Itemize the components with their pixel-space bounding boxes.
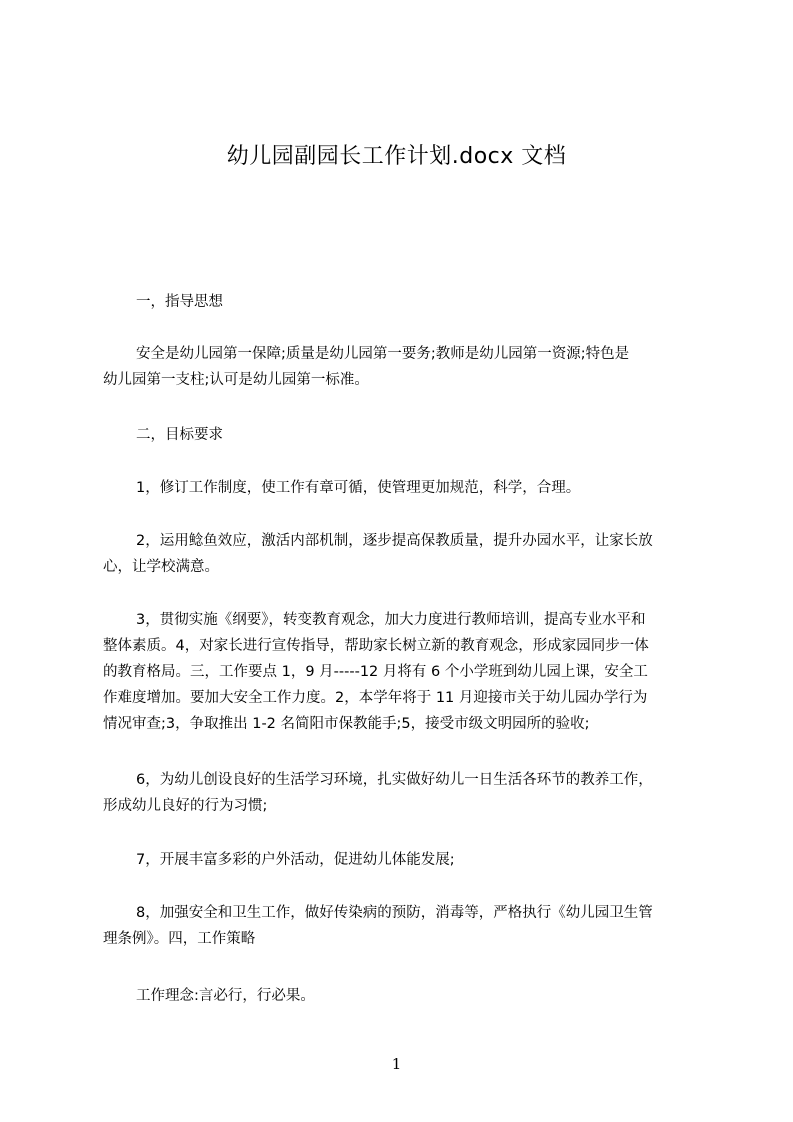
text-line: 形成幼儿良好的行为习惯; [103, 798, 268, 814]
text-line: 心，让学校满意。 [103, 559, 219, 575]
text-line: 二，目标要求 [136, 427, 223, 443]
text-line: 作难度增加。要加大安全工作力度。2，本学年将于 11 月迎接市关于幼儿园办学行为 [103, 690, 648, 706]
text-line: 一，指导思想 [136, 294, 223, 310]
text-line: 的教育格局。三，工作要点 1，9 月-----12 月将有 6 个小学班到幼儿园上课，安全工 [103, 664, 648, 680]
paragraph-goal-3 [103, 607, 707, 737]
text-line: 安全是幼儿园第一保障;质量是幼儿园第一要务;教师是幼儿园第一资源;特色是 [136, 346, 630, 362]
paragraph-goal-7 [103, 847, 707, 873]
document-title: 幼儿园副园长工作计划.docx 文档 [226, 144, 567, 169]
text-line: 1，修订工作制度，使工作有章可循，使管理更加规范，科学，合理。 [136, 480, 581, 496]
paragraph-goal-1 [103, 475, 707, 501]
text-line: 2，运用鲶鱼效应，激活内部机制，逐步提高保教质量，提升办园水平，让家长放 [136, 533, 653, 549]
section-heading-guiding-ideology [103, 289, 707, 315]
text-line: 8，加强安全和卫生工作，做好传染病的预防，消毒等，严格执行《幼儿园卫生管 [136, 905, 653, 921]
text-line: 3，贯彻实施《纲要》，转变教育观念，加大力度进行教师培训，提高专业水平和 [136, 612, 646, 628]
paragraph-safety-principles [103, 341, 707, 393]
text-line: 6，为幼儿创设良好的生活学习环境，扎实做好幼儿一日生活各环节的教养工作， [136, 772, 653, 788]
paragraph-goal-2 [103, 528, 707, 580]
paragraph-goal-8 [103, 900, 707, 952]
section-heading-goals [103, 422, 707, 448]
text-line: 工作理念:言必行，行必果。 [136, 988, 315, 1004]
text-line: 情况审查;3，争取推出 1-2 名简阳市保教能手;5，接受市级文明园所的验收; [103, 716, 590, 732]
paragraph-work-philosophy [103, 983, 707, 1009]
paragraph-goal-6 [103, 767, 707, 819]
text-line: 幼儿园第一支柱;认可是幼儿园第一标准。 [103, 372, 369, 388]
page-number: 1 [391, 1055, 402, 1073]
text-line: 7，开展丰富多彩的户外活动，促进幼儿体能发展; [136, 852, 455, 868]
text-line: 理条例》。四，工作策略 [103, 931, 256, 947]
text-line: 整体素质。4，对家长进行宣传指导，帮助家长树立新的教育观念，形成家园同步一体 [103, 638, 649, 654]
